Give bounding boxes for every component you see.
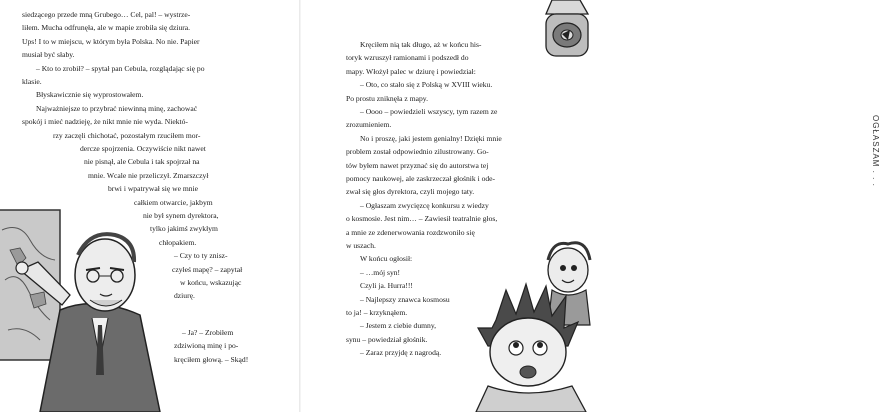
right-page xyxy=(300,0,880,412)
text-line: chłopakiem. xyxy=(159,237,197,247)
text-line: zwał się głos dyrektora, czyli mojego taty. xyxy=(346,187,475,197)
text-line: synu – powiedział głośnik. xyxy=(346,334,428,344)
text-line: Kręciłem nią tak długo, aż w końcu his- xyxy=(360,40,482,49)
text-line: Najważniejsze to przybrać niewinną minę, zachować xyxy=(36,103,198,113)
text-line: – Zaraz przyjdę z nagrodą. xyxy=(360,348,442,358)
text-line: liłem. Mucha odfrunęła, ale w mapie zrobiła się dziura. xyxy=(22,23,191,33)
text-line: – …mój syn! xyxy=(360,267,401,277)
loudspeaker-illustration xyxy=(532,0,600,110)
text-line: dziurę. xyxy=(174,291,195,301)
text-line: nie był synem dyrektora, xyxy=(143,211,219,220)
text-line: czyłeś mapę? – zapytał xyxy=(172,264,243,274)
text-line: w końcu, wskazując xyxy=(180,278,242,287)
text-line: tylko jakimś zwykłym xyxy=(150,224,218,234)
text-line: Czyli ja. Hurra!!! xyxy=(360,281,413,291)
text-line: mapy. Włożył palec w dziurę i powiedział: xyxy=(346,66,476,76)
loudspeaker-announcement: OGŁASZAM . . . xyxy=(871,115,880,187)
text-line: rzy zaczęli chichotać, pozostałym rzuciłem mor- xyxy=(53,130,201,140)
text-line: problem został odpowiednio zilustrowany. Go- xyxy=(346,147,489,157)
text-line: całkiem otwarcie, jakbym xyxy=(134,197,213,207)
text-line: – Najlepszy znawca kosmosu xyxy=(360,294,450,304)
kids-looking-up-illustration xyxy=(468,230,600,412)
teacher-at-map-illustration xyxy=(0,200,175,412)
text-line: – Czy to ty znisz- xyxy=(174,251,228,261)
text-line: pomocy naukowej, ale zaskrzeczał głośnik i ode- xyxy=(346,174,496,183)
text-line: Błyskawicznie się wyprostowałem. xyxy=(36,90,144,100)
left-page xyxy=(0,0,300,412)
text-line: Ups! I to w miejscu, w którym była Polska. No nie. Papier xyxy=(22,36,200,46)
text-line: musiał być słaby. xyxy=(22,50,75,60)
text-line: to ja! – krzyknąłem. xyxy=(346,308,408,317)
text-line: siedzącego przede mną Grubego… Cel, pal! – wystrze- xyxy=(22,10,191,19)
text-line: toryk wzruszył ramionami i podszedł do xyxy=(346,53,469,63)
text-line: spokój i mieć nadzieję, że nikt mnie nie wyda. Niektó- xyxy=(22,117,188,127)
text-line: – Oooo – powiedzieli wszyscy, tym razem ze xyxy=(360,107,498,116)
text-line: o kosmosie. Jest nim… – Zawiesił teatralnie głos, xyxy=(346,214,498,224)
text-line: kręciłem głową. – Skąd! xyxy=(174,354,249,364)
text-line: – Oto, co stało się z Polską w XVIII wieku. xyxy=(360,80,493,90)
text-line: No i proszę, jaki jestem genialny! Dzięki mnie xyxy=(360,133,502,143)
text-line: zrozumieniem. xyxy=(346,120,392,130)
text-line: mnie. Wcale nie przeliczył. Zmarszczył xyxy=(88,170,209,180)
text-line: zdziwioną minę i po- xyxy=(174,341,239,351)
text-line: nie pisnął, ale Cebula i tak spojrzał na xyxy=(84,157,200,167)
text-line: klasie. xyxy=(22,77,42,86)
text-line: – Kto to zrobił? – spytał pan Cebula, rozglądając się po xyxy=(36,63,205,73)
text-line: w uszach. xyxy=(346,241,376,250)
text-line: a mnie ze zdenerwowania rozdzwoniło się xyxy=(346,227,475,237)
text-line: brwi i wpatrywał się we mnie xyxy=(108,184,199,194)
text-line: – Jestem z ciebie dumny, xyxy=(360,321,437,331)
text-line: dercze spojrzenia. Oczywiście nikt nawet xyxy=(80,144,206,153)
text-line: tów byłem nawet przyznać się do autorstwa tej xyxy=(346,160,489,170)
text-line: W końcu ogłosił: xyxy=(360,254,413,264)
text-line: – Ja? – Zrobiłem xyxy=(182,328,234,337)
text-line: – Ogłaszam zwycięzcę konkursu z wiedzy xyxy=(360,200,489,210)
text-line: Po prostu zniknęła z mapy. xyxy=(346,93,428,103)
